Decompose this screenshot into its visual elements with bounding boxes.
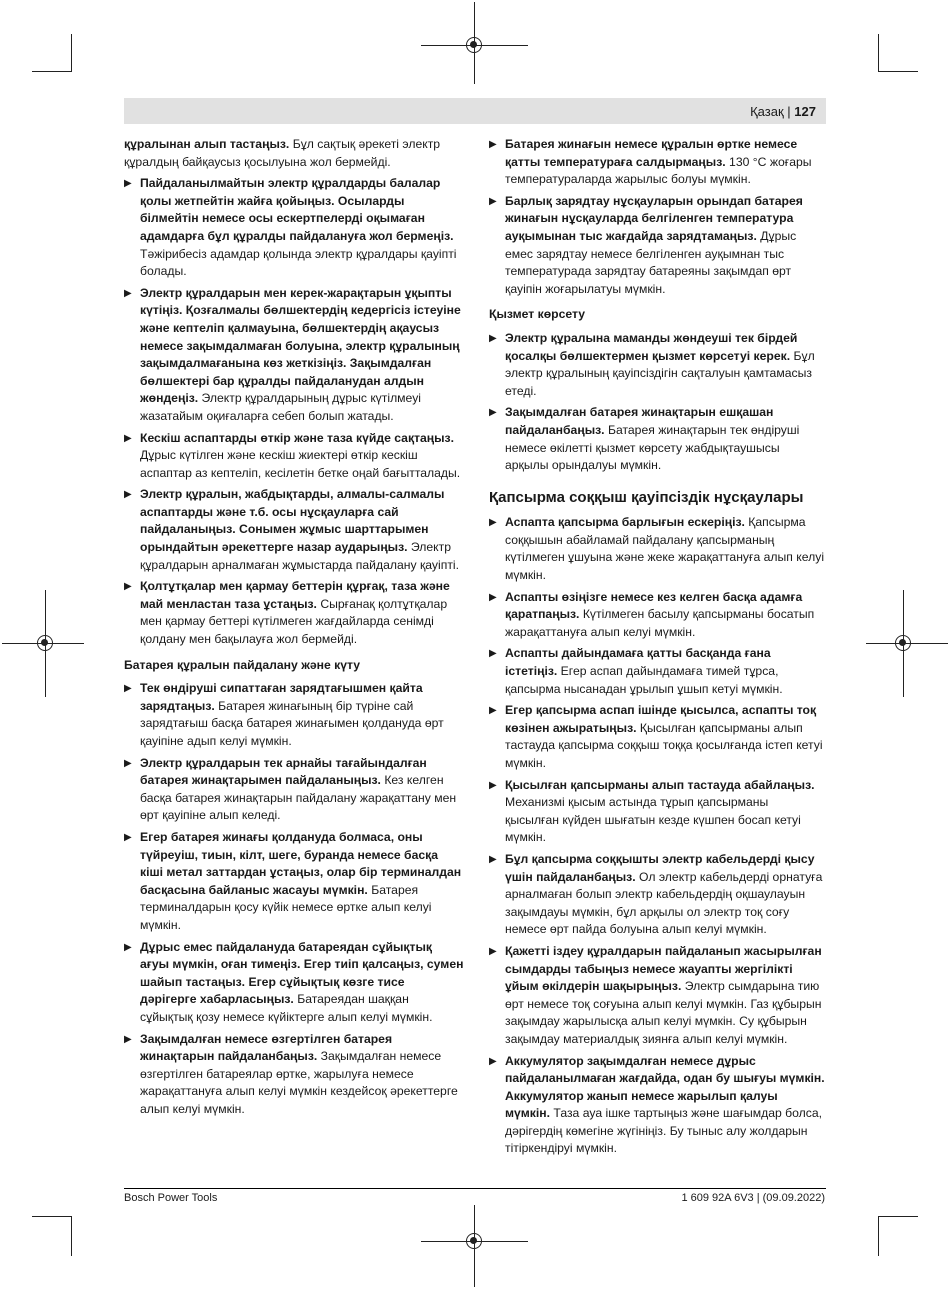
continued-paragraph (124, 136, 464, 171)
list-item (124, 829, 464, 935)
bullet-arrow-icon: ▶ (124, 831, 132, 843)
body-text: Зақымдалған немесе өзгертілген батареялар өртке, жарылуға немесе жарақаттануға алып келуі мүмкін кездейсоқ әрекеттерге алып келуі мүмкін. (140, 1049, 458, 1116)
bullet-arrow-icon: ▶ (489, 779, 497, 791)
registration-mark-icon (466, 1233, 482, 1249)
bold-text: Батарея жинағын немесе құралын өртке немесе қатты температураға салдырмаңыз. (505, 137, 798, 169)
bullet-arrow-icon: ▶ (124, 581, 132, 593)
bullet-arrow-icon: ▶ (124, 432, 132, 444)
bullet-arrow-icon: ▶ (489, 332, 497, 344)
bold-text: Аспапта қапсырма барлығын ескеріңіз. (505, 515, 745, 530)
bold-text: Барлық зарядтау нұсқауларын орындап батарея жинағын нұсқауларда белгіленген температура ауқымынан тыс жағдайда зарядтамаңыз. (505, 193, 803, 243)
list-item (489, 777, 825, 847)
section-title: Қапсырма соққыш қауіпсіздік нұсқаулары (489, 488, 804, 506)
list-item (124, 578, 464, 648)
header-language: Қазақ (750, 104, 784, 119)
bold-text: Кескіш аспаптарды өткір және таза күйде сақтаңыз. (140, 430, 455, 445)
bold-text: Қолтұтқалар мен қармау беттерін құрғақ, таза және май менластан таза ұстаңыз. (140, 579, 450, 611)
registration-mark-icon (466, 37, 482, 53)
bullet-arrow-icon: ▶ (489, 139, 497, 150)
list-item (124, 1031, 464, 1119)
left-column (124, 136, 464, 1122)
footer-brand: Bosch Power Tools (124, 1192, 218, 1204)
body-text: Егер аспап дайындамаға тимей тұрса, қапсырма нысанадан ұрылып ұшып кетуі мүмкін. (505, 664, 783, 696)
bold-text: Электр құралдарын мен керек-жарақтарын ұқыпты күтіңіз. Қозғалмалы бөлшектердің кедергісіз істеуіне және кептеліп қалмауына, бөлшектердің ақаусыз немесе зақымдалмаған болуына, электр құралының зақымдалмағанына көз жеткізіңіз. Зақымдалған бөлшектері бар құралды пайдаланудан алдын жөндеңіз. (140, 285, 461, 406)
bold-text: Бұл қапсырма соққышты электр кабельдерді қысу үшін пайдаланбаңыз. (505, 851, 815, 884)
body-text: Электр құралдарының дұрыс күтілмеуі жазатайым оқиғаларға себеп болып жатады. (140, 391, 422, 423)
body-text: Күтілмеген басылу қапсырманы босатып жарақаттануға алып келуі мүмкін. (505, 607, 815, 639)
list-item (489, 514, 825, 584)
bullet-arrow-icon: ▶ (124, 178, 132, 190)
bullet-arrow-icon: ▶ (124, 757, 132, 769)
list-item (124, 285, 464, 426)
bullet-arrow-icon: ▶ (489, 945, 497, 957)
crop-mark (71, 1216, 72, 1256)
list-item (489, 851, 825, 939)
bullet-arrow-icon: ▶ (489, 195, 497, 207)
bold-text: Зақымдалған батарея жинақтарын ешқашан пайдаланбаңыз. (505, 405, 774, 437)
registration-mark-icon (37, 635, 53, 651)
list-item (124, 680, 464, 750)
list-item (489, 943, 825, 1049)
bullet-arrow-icon: ▶ (489, 853, 497, 865)
bold-text: Егер батарея жинағы қолдануда болмаса, оны түйреуіш, тиын, кілт, шеге, буранда немесе басқа кіші метал заттардан ұстаңыз, олар бір терминалдан басқасына байланыс жасауы мүмкін. (140, 829, 462, 897)
body-text: Бұл электр құралының қауіпсіздігін сақталуын қамтамасыз етеді. (505, 348, 815, 398)
section-subheading: Қызмет көрсету (489, 307, 586, 322)
bullet-arrow-icon: ▶ (124, 683, 132, 695)
body-text: Таза ауа ішке тартыңыз және шағымдар болса, дәрігердің көмегіне жүгініңіз. Бу тыныс алу жолдарын тітіркендіруі мүмкін. (505, 1106, 823, 1156)
bullet-arrow-icon: ▶ (124, 941, 132, 953)
list-item (489, 136, 825, 189)
bold-text: Пайдаланылмайтын электр құралдарды балалар қолы жетпейтін жайға қойыңыз. Осыларды білмейтін немесе осы ескертпелерді оқымаған адамдарға бұл құралды пайдалануға жол бермеңіз. (140, 176, 454, 243)
list-item (489, 1053, 825, 1159)
body-text: Электр сымдарына тию өрт немесе тоқ соғуына алып келуі мүмкін. Газ құбырын зақымдау жарылысқа алып келуі мүмкін. Су құбырын зақымдау материалдық зиянға алып келуі мүмкін. (505, 979, 822, 1046)
body-text: Батарея жинағының бір түріне сай зарядтағыш басқа батарея жинағымен қолдануда өрт қауіпіне адып келуі мүмкін. (140, 698, 444, 748)
body-text: Ол электр кабельдерді орнатуға арналмаған болып электр кабельдердің оқшаулауын зақымдауы мүмкін, бұл арқылы ол электр тоқ соғу немесе өрт пайда болуына алып келуі мүмкін. (505, 869, 823, 937)
crop-mark (878, 1216, 879, 1256)
page-number: 127 (794, 104, 816, 119)
body-text: Дұрыс күтілген және кескіш жиектері өткір кескіш аспаптар аз кептеліп, кесілетін бетке оңай бағытталады. (140, 448, 461, 480)
bold-text: Қысылған қапсырманы алып тастауда абайлаңыз. (505, 777, 815, 792)
list-item (489, 589, 825, 642)
crop-mark (32, 71, 72, 72)
body-text: Дұрыс емес зарядтау немесе белгіленген ауқымнан тыс температурада зарядтау батареяны зақымдап өрт қауіпін жоғарылатуы мүмкін. (505, 228, 797, 296)
list-item (489, 404, 825, 474)
bold-text: Қажетті іздеу құралдарын пайдаланып жасырылған сымдарды табыңыз немесе жауапты жергілікті ұйым өкілдерін шақырыңыз. (505, 943, 822, 994)
bold-text: Аспапты дайындамаға қатты басқанда ғана істетіңіз. (505, 646, 771, 679)
body-text: Кез келген басқа батарея жинақтарын пайдалану жарақаттану мен өрт қауіпіне алып келеді. (140, 773, 457, 823)
header-separator: | (787, 104, 791, 119)
footer-docnum: 1 609 92A 6V3 | (09.09.2022) (681, 1192, 825, 1204)
bullet-arrow-icon: ▶ (124, 489, 132, 501)
bold-text: Тек өндіруші сипаттаған зарядтағышмен қайта зарядтаңыз. (140, 681, 423, 713)
body-text: Батарея жинақтарын тек өндіруші немесе өкілетті қызмет көрсету жабдықтаушысы арқылы орындалуы мүмкін. (505, 422, 800, 473)
list-item (489, 702, 825, 772)
crop-mark (878, 71, 918, 72)
bullet-arrow-icon: ▶ (124, 1033, 132, 1045)
crop-mark (878, 34, 879, 72)
bullet-arrow-icon: ▶ (124, 287, 132, 299)
body-text: Электр құралдарын арналмаған жұмыстарда пайдалану қауіпті. (140, 540, 460, 572)
bold-text: Электр құралын, жабдықтарды, алмалы-салмалы аспаптарды және т.б. осы нұсқауларға сай пайдаланыңыз. Сонымен жұмыс шарттарымен орындайтын әрекеттерге назар аударыңыз. (140, 487, 445, 555)
right-column (489, 136, 825, 1162)
list-item (124, 939, 464, 1027)
list-item (124, 175, 464, 281)
body-text: Қысылған қапсырманы алып тастауда қапсырма соққыш тоққа қосылғанда істеп кетуі мүмкін. (505, 720, 823, 770)
footer-rule (124, 1188, 826, 1189)
bullet-arrow-icon: ▶ (489, 648, 497, 660)
section-subheading: Батарея құралын пайдалану және күту (124, 657, 361, 672)
list-item (489, 193, 825, 299)
bold-text: құралынан алып тастаңыз. (124, 137, 290, 151)
list-item (489, 330, 825, 400)
page-header (750, 104, 816, 119)
crop-mark (32, 1216, 72, 1217)
bullet-arrow-icon: ▶ (489, 705, 497, 717)
list-item (124, 755, 464, 825)
body-text: Сырғанақ қолтұтқалар мен қармау беттері күтілмеген жағдайларда сенімді қолдану мен бақылауға жол бермейді. (140, 596, 448, 647)
page-header-bar (124, 98, 826, 124)
bullet-arrow-icon: ▶ (489, 591, 497, 603)
body-text: Бұл сақтық әрекеті электр құралдың байқаусыз қосылуына жол бермейді. (124, 137, 441, 169)
body-text: Батареядан шаққан сұйықтық қозу немесе күйіктерге алып келуі мүмкін. (140, 992, 433, 1024)
bold-text: Егер қапсырма аспап ішінде қысылса, аспапты тоқ көзінен ажыратыңыз. (505, 703, 817, 735)
list-item (489, 645, 825, 698)
bold-text: Аккумулятор зақымдалған немесе дұрыс пайдаланылмаған жағдайда, одан бу шығуы мүмкін. Аккумулятор жанып немесе жарылып қалуы мүмкін. (505, 1053, 825, 1121)
body-text: Механизмі қысым астында тұрып қапсырманы қысылған күйден шығатын кезде күшпен босап кетуі мүмкін. (505, 795, 801, 845)
body-text: Батарея терминалдарын қосу күйік немесе өртке алып келуі мүмкін. (140, 882, 432, 932)
body-text: Тәжірибесіз адамдар қолында электр құралдары қауіпті болады. (140, 246, 457, 279)
bold-text: Аспапты өзіңізге немесе кез келген басқа адамға қаратпаңыз. (505, 589, 803, 622)
bold-text: Зақымдалған немесе өзгертілген батарея жинақтарын пайдаланбаңыз. (140, 1031, 393, 1064)
bullet-arrow-icon: ▶ (489, 517, 497, 529)
bold-text: Дұрыс емес пайдалануда батареядан сұйықтық ағуы мүмкін, оған тимеңіз. Егер тиіп қалсаңыз, сумен шайып тастаңыз. Егер сұйықтық көзге тисе дәрігерге хабарласыңыз. (140, 939, 464, 1007)
bold-text: Электр құралына маманды жөндеуші тек бірдей қосалқы бөлшектермен қызмет көрсетуі керек. (505, 330, 798, 363)
crop-mark (878, 1216, 918, 1217)
body-text: 130 °C жоғары температураларда жарылыс болуы мүмкін. (505, 154, 812, 187)
crop-mark (71, 34, 72, 72)
bullet-arrow-icon: ▶ (489, 1055, 497, 1067)
list-item (124, 486, 464, 574)
body-text: Қапсырма соққышын абайламай пайдалану қапсырманың күтілмеген ұшуына және жеке жарақаттануға алып келуі мүмкін. (505, 515, 825, 583)
bold-text: Электр құралдарын тек арнайы тағайындалған батарея жинақтарымен пайдаланыңыз. (140, 755, 427, 788)
bullet-arrow-icon: ▶ (489, 407, 497, 419)
registration-mark-icon (895, 635, 911, 651)
list-item (124, 430, 464, 483)
